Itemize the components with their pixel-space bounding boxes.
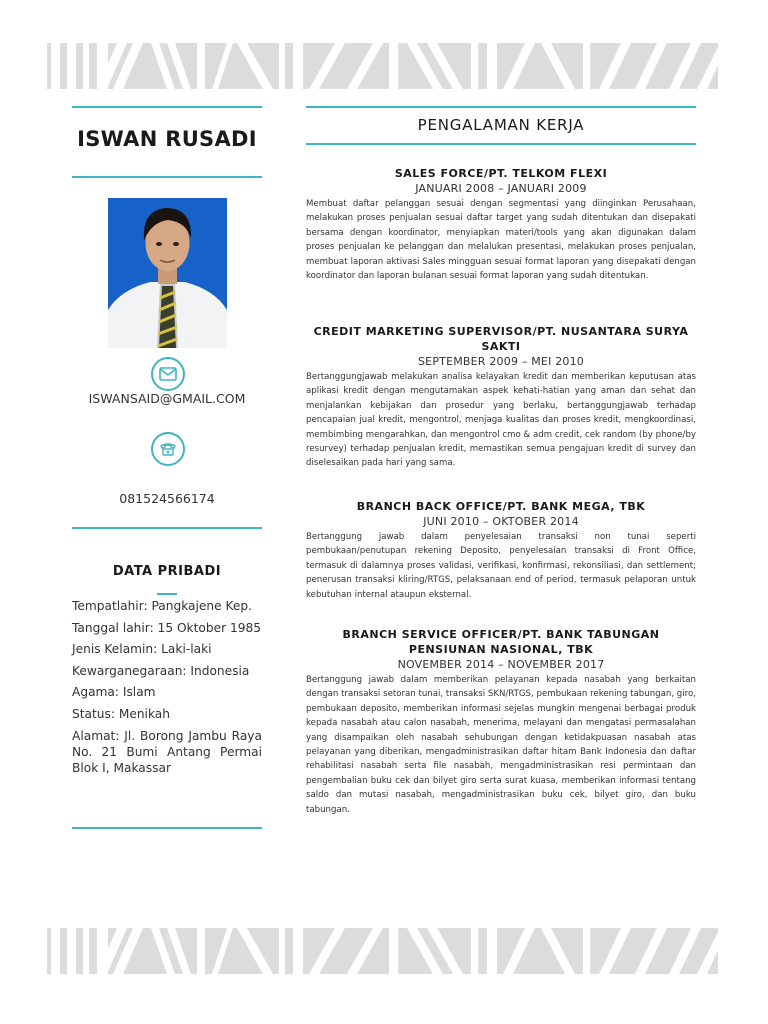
bottom-decorative-band: [47, 928, 718, 974]
job-dates: SEPTEMBER 2009 – MEI 2010: [417, 355, 585, 368]
job-description: Bertanggungjawab melakukan analisa kelayakan kredit dan memberikan keputusan atas aplikasi kredit dengan mengutamakan aspek kehati-hatian yang aman dan sehat dan menjalankan kebijakan dan prosedur yang berlaku, bertanggungjawab terhadap pencapaian jual kredit, mengontrol, menjaga kualitas dan proses kredit, mengkoordinasi, membimbing mengarahkan, dan mengontrol cmo & adm credit, cek random (by phone/by resurvey) terhadap penjualan kredit, memastikan semua pengajuan kredit di survey dan diselesaikan pada hari yang sama.: [306, 372, 696, 469]
job-dates: NOVEMBER 2014 – NOVEMBER 2017: [397, 658, 605, 671]
job-description: Bertanggung jawab dalam memberikan pelayanan kepada nasabah yang berkaitan dengan transaksi setoran tunai, transaksi SKN/RTGS, pembukaan rekening tabungan, giro, pembukaan deposito, memberikan informasi sejelas mungkin mengenai berbagai produk kepada nasabah atau calon nasabah, menerima, melayani dan mengatasi permasalahan yang disampaikan oleh nasabah sehubungan dengan ketidakpuasan nasabah atas pelayanan yang diberikan, mengadministrasikan daftar hitam Bank Indonesia dan daftar rehabilitasi nasabah serta file nasabah, mengadministrasikan resi permintaan dan pengembalian buku cek dan bilyet giro serta surat kuasa, memberikan informasi tentang saldo dan mutasi nasabah, mengadministrasikan buku cek, bilyet giro, dan buku tabungan.: [306, 675, 696, 815]
personal-data-title: DATA PRIBADI: [112, 564, 222, 579]
job-entry: [306, 324, 696, 471]
nationality: Kewarganegaraan: Indonesia: [72, 663, 250, 678]
job-title: SALES FORCE/PT. TELKOM FLEXI: [394, 167, 608, 180]
name-top-rule: [72, 106, 262, 108]
profile-photo: [108, 198, 227, 348]
job-description: Bertanggung jawab dalam penyelesaian transaksi non tunai seperti pembukaan/penutupan rekening Deposito, penyelesaian transaksi di Front Office, termasuk di dalamnya proses validasi, verifikasi, konfirmasi, rekonsiliasi, dan settlement; penerusan transaksi kliring/RTGS, pelaksanaan end of period, termasuk pelaporan untuk kebutuhan internal ataupun eksternal.: [306, 532, 696, 600]
name-bottom-rule: [72, 176, 262, 178]
job-title: BRANCH BACK OFFICE/PT. BANK MEGA, TBK: [356, 500, 646, 513]
marital-status: Status: Menikah: [72, 706, 170, 721]
top-decorative-band: [47, 43, 718, 89]
phone-number[interactable]: 081524566174: [119, 491, 215, 506]
experience-title: PENGALAMAN KERJA: [417, 116, 585, 134]
job-dates: JANUARI 2008 – JANUARI 2009: [415, 182, 587, 195]
birthdate: Tanggal lahir: 15 Oktober 1985: [72, 620, 261, 635]
job-description: Membuat daftar pelanggan sesuai dengan segmentasi yang diinginkan Perusahaan, melakukan proses penjualan sesuai daftar target yang sudah ditentukan dan disepakati bersama dengan koordinator, menyiapkan materi/tools yang akan digunakan dalam proses penjualan ke pelanggan dan melalukan presentasi, melakukan proses penjualan, membuat laporan aktivasi Sales mingguan sesuai format laporan yang disepakati dengan koordinator dan laporan bulanan sesuai format laporan yang sudah ditentukan.: [306, 199, 696, 282]
birthplace: Tempatlahir: Pangkajene Kep.: [72, 599, 252, 613]
email-icon: [151, 357, 185, 391]
religion: Agama: Islam: [72, 685, 156, 700]
job-title: BRANCH SERVICE OFFICER/PT. BANK TABUNGAN PENSIUNAN NASIONAL, TBK: [342, 628, 660, 656]
personal-title-underline: [157, 593, 177, 595]
applicant-name: ISWAN RUSADI: [77, 127, 257, 151]
personal-bottom-rule: [72, 827, 262, 829]
job-entry: [306, 499, 696, 602]
job-title: CREDIT MARKETING SUPERVISOR/PT. NUSANTARA SURYA SAKTI: [313, 325, 689, 353]
experience-top-rule: [306, 106, 696, 108]
job-dates: JUNI 2010 – OKTOBER 2014: [423, 515, 579, 528]
gender: Jenis Kelamin: Laki-laki: [72, 642, 212, 657]
experience-title-rule: [306, 143, 696, 145]
email-address[interactable]: ISWANSAID@GMAIL.COM: [88, 391, 246, 406]
job-entry: [306, 166, 696, 283]
address: Alamat: Jl. Borong Jambu Raya No. 21 Bumi Antang Permai Blok I, Makassar: [72, 728, 262, 775]
job-entry: [306, 627, 696, 817]
phone-icon: [151, 432, 185, 466]
contact-bottom-rule: [72, 527, 262, 529]
personal-data-list: [72, 598, 262, 781]
